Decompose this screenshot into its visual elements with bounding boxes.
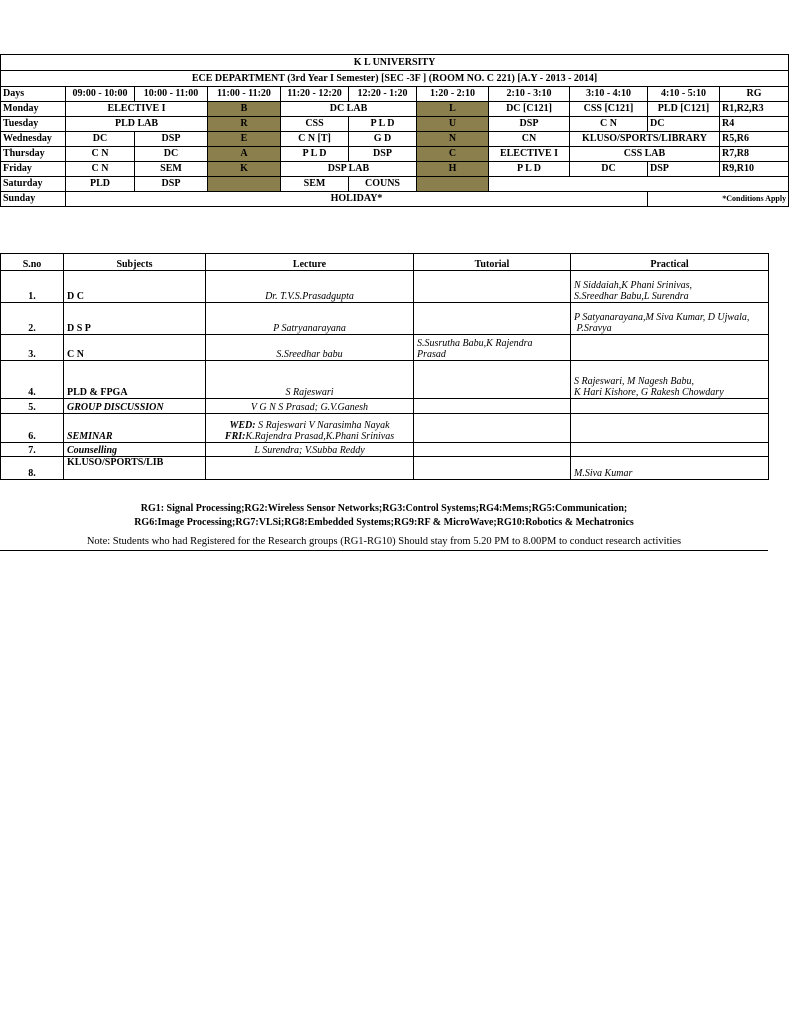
tutorial-cell xyxy=(414,399,571,414)
sno-cell: 7. xyxy=(1,443,64,457)
rg-cell: R5,R6 xyxy=(720,132,789,147)
lunch-cell: N xyxy=(417,132,489,147)
sno-cell: 5. xyxy=(1,399,64,414)
period-cell: DSP xyxy=(489,117,570,132)
period-cell: KLUSO/SPORTS/LIBRARY xyxy=(570,132,720,147)
research-note: Note: Students who had Registered for the Research groups (RG1-RG10) Should stay from 5.20 PM to 8.00PM to conduct research activities xyxy=(86,536,682,547)
rg-cell: R4 xyxy=(720,117,789,132)
period-cell: P L D xyxy=(349,117,417,132)
day-label: Wednesday xyxy=(1,132,66,147)
conditions-note: *Conditions Apply xyxy=(648,192,789,207)
timetable-row xyxy=(1,162,789,177)
lunch-cell: U xyxy=(417,117,489,132)
sno-header: S.no xyxy=(1,254,64,271)
divider xyxy=(0,550,768,551)
sno-cell: 4. xyxy=(1,361,64,399)
practical-cell xyxy=(571,414,769,443)
subject-cell: GROUP DISCUSSION xyxy=(64,399,206,414)
period-cell: ELECTIVE I xyxy=(489,147,570,162)
timetable-row xyxy=(1,177,789,192)
practical-line: S Rajeswari, M Nagesh Babu, xyxy=(574,376,694,387)
subjects-header-row xyxy=(1,254,769,271)
slot-header: 10:00 - 11:00 xyxy=(135,87,208,102)
period-cell: C N xyxy=(66,147,135,162)
period-cell: DC xyxy=(648,117,720,132)
lecture-cell: S.Sreedhar babu xyxy=(206,335,414,361)
rg-cell: R7,R8 xyxy=(720,147,789,162)
tutorial-cell xyxy=(414,335,571,361)
period-cell: DSP xyxy=(648,162,720,177)
period-cell: DC xyxy=(135,147,208,162)
subject-cell: C N xyxy=(64,335,206,361)
period-cell: COUNS xyxy=(349,177,417,192)
period-cell: CSS LAB xyxy=(570,147,720,162)
table-row xyxy=(1,399,769,414)
timetable-row xyxy=(1,102,789,117)
lecture-text: K.Rajendra Prasad,K.Phani Srinivas xyxy=(245,431,395,442)
header-row xyxy=(1,87,789,102)
tutorial-cell xyxy=(414,443,571,457)
tutorial-cell xyxy=(414,361,571,399)
lecture-text: S Rajeswari V Narasimha Nayak xyxy=(255,420,390,431)
holiday-cell: HOLIDAY* xyxy=(66,192,648,207)
tutorial-cell xyxy=(414,303,571,335)
tutorial-cell xyxy=(414,414,571,443)
slot-header: 11:20 - 12:20 xyxy=(281,87,349,102)
slot-header: 09:00 - 10:00 xyxy=(66,87,135,102)
timetable-row xyxy=(1,117,789,132)
lecture-line xyxy=(209,420,410,431)
period-cell: SEM xyxy=(135,162,208,177)
practical-line: S.Sreedhar Babu,L Surendra xyxy=(574,291,689,302)
period-cell: P L D xyxy=(489,162,570,177)
lecture-cell: V G N S Prasad; G.V.Ganesh xyxy=(206,399,414,414)
period-cell: DSP xyxy=(135,177,208,192)
period-cell: CSS [C121] xyxy=(570,102,648,117)
rg-header: RG xyxy=(720,87,789,102)
practical-cell xyxy=(571,443,769,457)
table-row xyxy=(1,335,769,361)
period-cell: PLD xyxy=(66,177,135,192)
lecture-header: Lecture xyxy=(206,254,414,271)
break-cell: E xyxy=(208,132,281,147)
break-cell: A xyxy=(208,147,281,162)
table-row xyxy=(1,457,769,480)
subject-cell: D C xyxy=(64,271,206,303)
sno-cell: 2. xyxy=(1,303,64,335)
research-groups-line: RG1: Signal Processing;RG2:Wireless Sensor Networks;RG3:Control Systems;RG4:Mems;RG5:Communication; xyxy=(140,503,628,514)
period-cell: DC [C121] xyxy=(489,102,570,117)
tutorial-cell xyxy=(414,457,571,480)
lecture-cell xyxy=(206,414,414,443)
slot-header: 4:10 - 5:10 xyxy=(648,87,720,102)
day-label: Thursday xyxy=(1,147,66,162)
empty-cell xyxy=(489,177,789,192)
sno-cell: 6. xyxy=(1,414,64,443)
subjects-table xyxy=(0,253,769,480)
period-cell: P L D xyxy=(281,147,349,162)
practical-header: Practical xyxy=(571,254,769,271)
lecture-line xyxy=(209,431,410,442)
tutorial-line: S.Susrutha Babu,K Rajendra xyxy=(417,338,533,349)
university-title: K L UNIVERSITY xyxy=(1,55,789,71)
table-row xyxy=(1,443,769,457)
period-cell: DSP xyxy=(349,147,417,162)
period-cell: DSP xyxy=(135,132,208,147)
rg-cell: R1,R2,R3 xyxy=(720,102,789,117)
day-label: Tuesday xyxy=(1,117,66,132)
lecture-cell: L Surendra; V.Subba Reddy xyxy=(206,443,414,457)
practical-cell: M.Siva Kumar xyxy=(571,457,769,480)
practical-cell xyxy=(571,399,769,414)
table-row xyxy=(1,303,769,335)
day-label: Saturday xyxy=(1,177,66,192)
break-cell: K xyxy=(208,162,281,177)
period-cell: DC xyxy=(570,162,648,177)
period-cell: C N [T] xyxy=(281,132,349,147)
days-header: Days xyxy=(1,87,66,102)
period-cell: C N xyxy=(66,162,135,177)
practical-line: N Siddaiah,K Phani Srinivas, xyxy=(574,280,693,291)
tutorial-cell xyxy=(414,271,571,303)
tutorial-header: Tutorial xyxy=(414,254,571,271)
lunch-cell xyxy=(417,177,489,192)
subject-cell: KLUSO/SPORTS/LIB xyxy=(64,457,206,480)
break-cell: B xyxy=(208,102,281,117)
lecture-cell: Dr. T.V.S.Prasadgupta xyxy=(206,271,414,303)
sno-cell: 8. xyxy=(1,457,64,480)
period-cell: CSS xyxy=(281,117,349,132)
sno-cell: 1. xyxy=(1,271,64,303)
timetable-row xyxy=(1,132,789,147)
lunch-cell: L xyxy=(417,102,489,117)
period-cell: SEM xyxy=(281,177,349,192)
period-cell: ELECTIVE I xyxy=(66,102,208,117)
tutorial-line: Prasad xyxy=(417,349,446,360)
lunch-cell: H xyxy=(417,162,489,177)
lunch-cell: C xyxy=(417,147,489,162)
period-cell: CN xyxy=(489,132,570,147)
practical-cell xyxy=(571,361,769,399)
break-cell xyxy=(208,177,281,192)
period-cell: DSP LAB xyxy=(281,162,417,177)
rg-cell: R9,R10 xyxy=(720,162,789,177)
research-groups-line: RG6:Image Processing;RG7:VLSi;RG8:Embedded Systems;RG9:RF & MicroWave;RG10:Robotics & Mechatronics xyxy=(134,517,634,528)
break-cell: R xyxy=(208,117,281,132)
period-cell: C N xyxy=(570,117,648,132)
table-row xyxy=(1,361,769,399)
lecture-cell xyxy=(206,457,414,480)
subjects-header: Subjects xyxy=(64,254,206,271)
practical-cell xyxy=(571,335,769,361)
practical-cell xyxy=(571,303,769,335)
slot-header: 2:10 - 3:10 xyxy=(489,87,570,102)
lecture-cell: S Rajeswari xyxy=(206,361,414,399)
slot-header: 1:20 - 2:10 xyxy=(417,87,489,102)
subject-cell: D S P xyxy=(64,303,206,335)
period-cell: PLD [C121] xyxy=(648,102,720,117)
sno-cell: 3. xyxy=(1,335,64,361)
practical-cell xyxy=(571,271,769,303)
department-title: ECE DEPARTMENT (3rd Year I Semester) [SEC -3F ] (ROOM NO. C 221) [A.Y - 2013 - 2014] xyxy=(1,71,789,87)
day-label: Monday xyxy=(1,102,66,117)
day-label: Friday xyxy=(1,162,66,177)
day-tag: FRI: xyxy=(224,431,246,442)
practical-line: K Hari Kishore, G Rakesh Chowdary xyxy=(574,387,724,398)
period-cell: DC LAB xyxy=(281,102,417,117)
subject-cell: SEMINAR xyxy=(64,414,206,443)
day-tag: WED: xyxy=(229,420,256,431)
day-label: Sunday xyxy=(1,192,66,207)
table-row xyxy=(1,414,769,443)
subject-cell: Counselling xyxy=(64,443,206,457)
practical-line: P Satyanarayana,M Siva Kumar, D Ujwala, xyxy=(574,312,750,323)
slot-header: 3:10 - 4:10 xyxy=(570,87,648,102)
period-cell: G D xyxy=(349,132,417,147)
subject-cell: PLD & FPGA xyxy=(64,361,206,399)
timetable-row xyxy=(1,147,789,162)
slot-header: 11:00 - 11:20 xyxy=(208,87,281,102)
slot-header: 12:20 - 1:20 xyxy=(349,87,417,102)
timetable xyxy=(0,54,789,207)
lecture-cell: P Satryanarayana xyxy=(206,303,414,335)
period-cell: DC xyxy=(66,132,135,147)
practical-line: P.Sravya xyxy=(574,323,612,334)
table-row xyxy=(1,271,769,303)
period-cell: PLD LAB xyxy=(66,117,208,132)
timetable-row xyxy=(1,192,789,207)
